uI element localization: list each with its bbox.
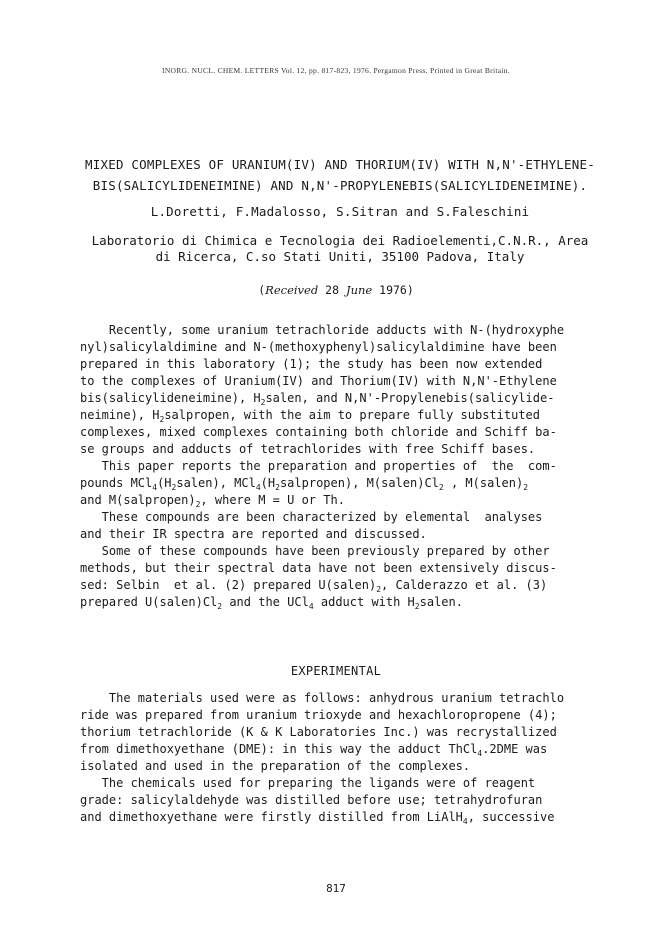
text-line: These compounds are been characterized by elemental analyses [80, 510, 543, 524]
text-line: This paper reports the preparation and properties of the com- [80, 459, 557, 473]
affiliation-line-1: Laboratorio di Chimica e Tecnologia dei Radioelementi,C.N.R., Area [91, 233, 589, 248]
page-number: 817 [326, 882, 346, 895]
text-line: and $M(salpropen)_2$, where M = U or Th. [80, 493, 345, 509]
title-line-1: MIXED COMPLEXES OF URANIUM(IV) AND THORIUM(IV) WITH N,N'-ETHYLENE- [85, 157, 595, 172]
text-line: and dimethoxyethane were firstly distilled from LiAlH$_4$, successive [80, 810, 555, 826]
text-line: methods, but their spectral data have not been extensively discus- [80, 561, 557, 575]
text-line: pounds $MCl_4(H_2salen)$, $MCl_4(H_2salpropen)$, $M(salen)Cl_2$ , $M(salen)_2$ [80, 476, 529, 492]
text-line: sed: Selbin et al. (2) prepared $U(salen)_2$, Calderazzo et al. (3) [80, 578, 548, 594]
text-line: se groups and adducts of tetrachlorides with free Schiff bases. [80, 442, 536, 456]
text-line: to the complexes of Uranium(IV) and Thorium(IV) with N,N'-Ethylene [80, 374, 557, 388]
text-line: nyl)salicylaldimine and N-(methoxyphenyl)salicylaldimine have been [80, 340, 557, 354]
text-line: from dimethoxyethane (DME): in this way the adduct ThCl$_4$.2DME was [80, 742, 548, 758]
text-line: thorium tetrachloride (K & K Laboratories Inc.) was recrystallized [80, 725, 557, 739]
introduction-text [80, 322, 590, 611]
text-line: isolated and used in the preparation of the complexes. [80, 759, 471, 773]
title-line-2: BIS(SALICYLIDENEIMINE) AND N,N'-PROPYLENEBIS(SALICYLIDENEIMINE). [92, 178, 588, 193]
text-line: The materials used were as follows: anhydrous uranium tetrachlo [80, 691, 565, 705]
received-date: (Received 28 June 1976) [258, 283, 414, 297]
affiliation-line-2: di Ricerca, C.so Stati Uniti, 35100 Padova, Italy [155, 249, 525, 264]
text-line: Recently, some uranium tetrachloride adducts with N-(hydroxyphe [80, 323, 565, 337]
text-line: complexes, mixed complexes containing both chloride and Schiff ba- [80, 425, 557, 439]
text-line: ride was prepared from uranium trioxyde and hexachloropropene (4); [80, 708, 557, 722]
experimental-text [80, 690, 590, 826]
text-line: and their IR spectra are reported and discussed. [80, 527, 427, 541]
text-line: The chemicals used for preparing the ligands were of reagent [80, 776, 536, 790]
text-line: prepared $U(salen)Cl_2$ and the UCl$_4$ adduct with $H_2salen$. [80, 595, 463, 611]
text-line: grade: salicylaldehyde was distilled before use; tetrahydrofuran [80, 793, 543, 807]
text-line: Some of these compounds have been previously prepared by other [80, 544, 550, 558]
author-list: L.Doretti, F.Madalosso, S.Sitran and S.Faleschini [150, 204, 530, 219]
text-line: prepared in this laboratory (1); the study has been now extended [80, 357, 543, 371]
text-line: bis(salicylideneimine), $H_2salen$, and N,N'-Propylenebis(salicylide- [80, 391, 555, 407]
text-line: neimine), $H_2salpropen$, with the aim to prepare fully substituted [80, 408, 540, 424]
section-heading: EXPERIMENTAL [290, 664, 382, 678]
journal-header: INORG. NUCL. CHEM. LETTERS Vol. 12, pp. 817-823, 1976. Pergamon Press. Printed in Great Britain. [162, 66, 510, 75]
affiliation [70, 233, 610, 265]
article-title [60, 154, 620, 196]
